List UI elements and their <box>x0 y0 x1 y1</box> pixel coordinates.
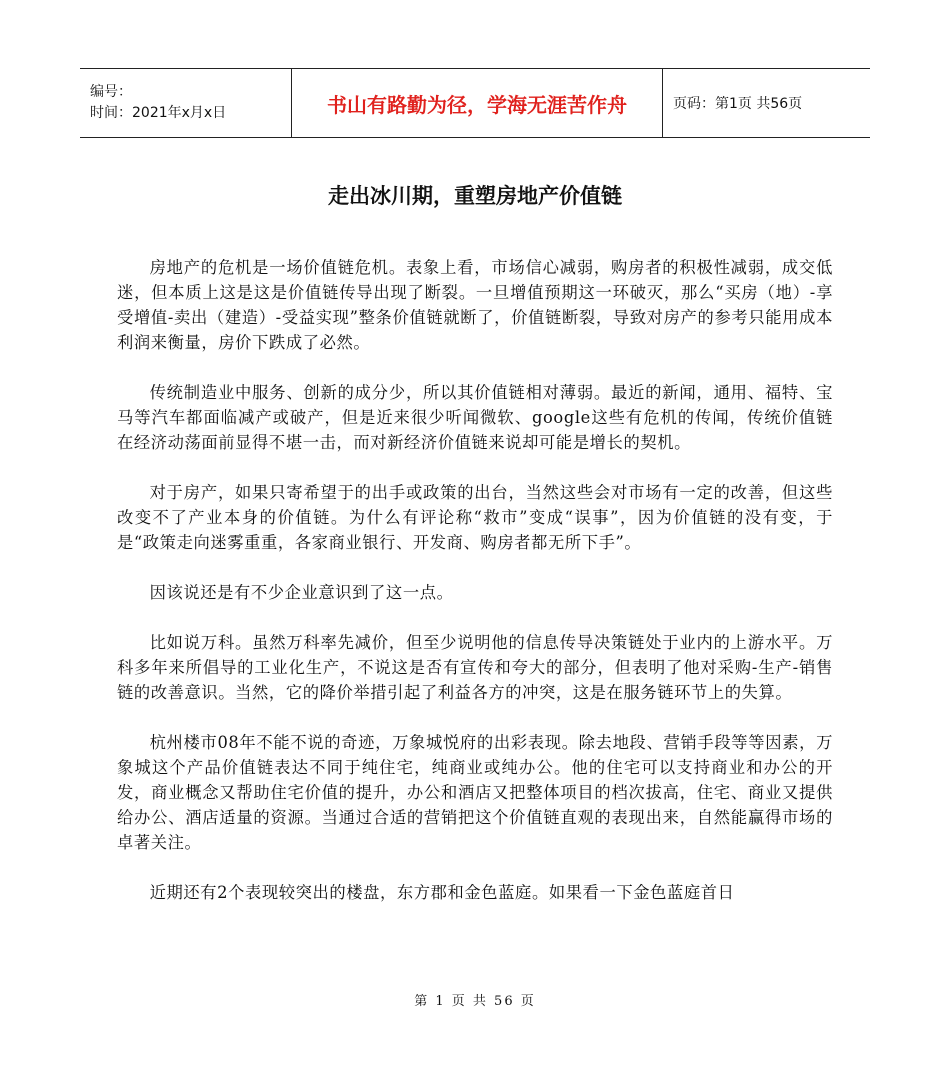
paragraph: 对于房产，如果只寄希望于的出手或政策的出台，当然这些会对市场有一定的改善，但这些改变不了产业本身的价值链。为什么有评论称“救市”变成“误事”，因为价值链的没有变，于是“政策走向迷雾重重，各家商业银行、开发商、购房者都无所下手”。 <box>117 483 833 552</box>
paragraph: 杭州楼市08年不能不说的奇迹，万象城悦府的出彩表现。除去地段、营销手段等等因素，万象城这个产品价值链表达不同于纯住宅，纯商业或纯办公。他的住宅可以支持商业和办公的开发，商业概念又帮助住宅价值的提升，办公和酒店又把整体项目的档次拔高，住宅、商业又提供给办公、酒店适量的资源。当通过合适的营销把这个价值链直观的表现出来，自然能赢得市场的卓著关注。 <box>117 733 833 852</box>
header-meta <box>80 69 291 137</box>
page-footer: 第 1 页 共 56 页 <box>414 994 536 1009</box>
number-label: 编号： <box>90 84 132 100</box>
paragraph: 比如说万科。虽然万科率先减价，但至少说明他的信息传导决策链处于业内的上游水平。万科多年来所倡导的工业化生产，不说这是否有宣传和夸大的部分，但表明了他对采购-生产-销售链的改善意识。当然，它的降价举措引起了利益各方的冲突，这是在服务链环节上的失算。 <box>117 633 833 702</box>
time-label: 时间：2021年x月x日 <box>90 105 227 121</box>
page-header <box>80 68 870 138</box>
header-page-info: 页码：第1页 共56页 <box>673 96 803 112</box>
paragraph: 传统制造业中服务、创新的成分少，所以其价值链相对薄弱。最近的新闻，通用、福特、宝马等汽车都面临减产或破产，但是近来很少听闻微软、google这些有危机的传闻，传统价值链在经济动荡面前显得不堪一击，而对新经济价值链来说却可能是增长的契机。 <box>117 383 833 452</box>
paragraph: 因该说还是有不少企业意识到了这一点。 <box>149 583 454 602</box>
paragraph: 房地产的危机是一场价值链危机。表象上看，市场信心减弱，购房者的积极性减弱，成交低迷，但本质上这是这是价值链传导出现了断裂。一旦增值预期这一环破灭，那么“买房（地）-享受增值-卖出（建造）-受益实现”整条价值链就断了，价值链断裂，导致对房产的参考只能用成本利润来衡量，房价下跌成了必然。 <box>117 258 833 352</box>
header-motto: 书山有路勤为径，学海无涯苦作舟 <box>291 69 663 137</box>
document-title: 走出冰川期，重塑房地产价值链 <box>328 184 622 208</box>
document-body <box>117 255 833 930</box>
paragraph: 近期还有2个表现较突出的楼盘，东方郡和金色蓝庭。如果看一下金色蓝庭首日 <box>149 883 735 902</box>
